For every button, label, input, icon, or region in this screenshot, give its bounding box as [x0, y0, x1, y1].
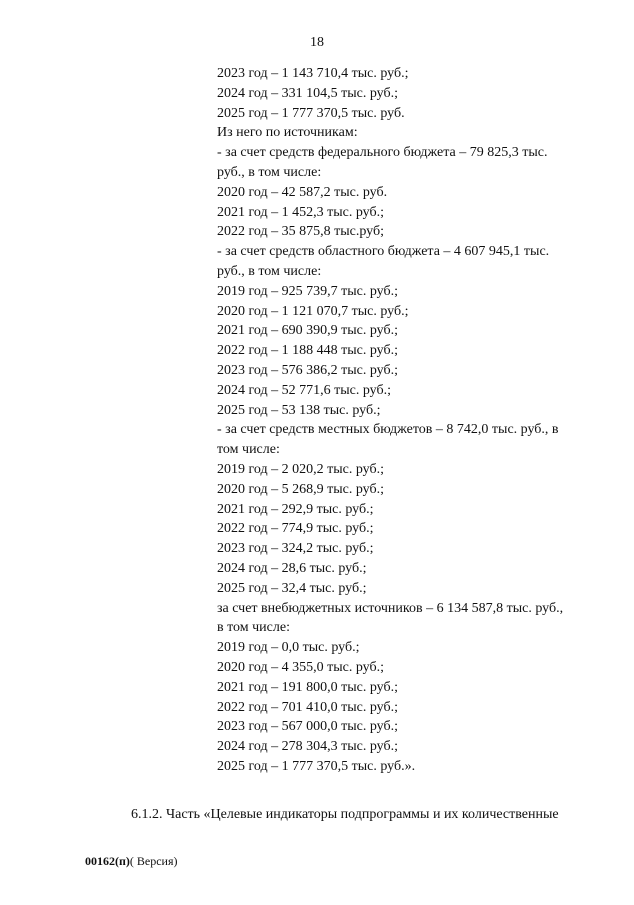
text-line: 2019 год – 925 739,7 тыс. руб.;: [217, 283, 398, 299]
text-line: 2020 год – 1 121 070,7 тыс. руб.;: [217, 303, 409, 319]
text-line: 2024 год – 28,6 тыс. руб.;: [217, 560, 367, 576]
text-line: 2021 год – 690 390,9 тыс. руб.;: [217, 323, 398, 339]
text-line: 2025 год – 1 777 370,5 тыс. руб.: [217, 105, 405, 121]
text-line: 2022 год – 701 410,0 тыс. руб.;: [217, 699, 398, 715]
text-line: 2020 год – 5 268,9 тыс. руб.;: [217, 481, 384, 497]
text-line: 2022 год – 35 875,8 тыс.руб;: [217, 224, 384, 240]
text-line: 2023 год – 324,2 тыс. руб.;: [217, 541, 374, 557]
document-version: ( Версия): [129, 854, 178, 868]
text-line: 2022 год – 1 188 448 тыс. руб.;: [217, 343, 398, 359]
section-heading: 6.1.2. Часть «Целевые индикаторы подпрограммы и их количественные: [131, 807, 559, 822]
document-footer: [85, 853, 178, 869]
text-line: 2023 год – 567 000,0 тыс. руб.;: [217, 719, 398, 735]
funding-text-block: [217, 64, 597, 777]
text-line: руб., в том числе:: [217, 164, 322, 180]
text-line: 2020 год – 42 587,2 тыс. руб.: [217, 184, 388, 200]
text-line: - за счет средств федерального бюджета – 79 825,3 тыс.: [217, 145, 548, 161]
text-line: 2019 год – 2 020,2 тыс. руб.;: [217, 461, 384, 477]
text-line: 2025 год – 32,4 тыс. руб.;: [217, 580, 367, 596]
text-line: 2021 год – 191 800,0 тыс. руб.;: [217, 679, 398, 695]
text-line: руб., в том числе:: [217, 263, 322, 279]
text-line: 2025 год – 53 138 тыс. руб.;: [217, 402, 381, 418]
text-line: - за счет средств областного бюджета – 4 607 945,1 тыс.: [217, 244, 550, 260]
text-line: 2020 год – 4 355,0 тыс. руб.;: [217, 659, 384, 675]
text-line: в том числе:: [217, 620, 290, 636]
text-line: 2024 год – 331 104,5 тыс. руб.;: [217, 85, 398, 101]
text-line: 2019 год – 0,0 тыс. руб.;: [217, 640, 360, 656]
text-line: 2024 год – 278 304,3 тыс. руб.;: [217, 739, 398, 755]
text-line: 2023 год – 576 386,2 тыс. руб.;: [217, 362, 398, 378]
text-line: 2022 год – 774,9 тыс. руб.;: [217, 521, 374, 537]
page-number: 18: [310, 35, 324, 50]
text-line: Из него по источникам:: [217, 125, 358, 141]
document-code: 00162(п): [85, 854, 130, 868]
text-line: том числе:: [217, 442, 280, 458]
text-line: 2021 год – 292,9 тыс. руб.;: [217, 501, 374, 517]
text-line: 2024 год – 52 771,6 тыс. руб.;: [217, 382, 391, 398]
text-line: 2025 год – 1 777 370,5 тыс. руб.».: [217, 758, 416, 774]
text-line: - за счет средств местных бюджетов – 8 742,0 тыс. руб., в: [217, 422, 559, 438]
text-line: 2023 год – 1 143 710,4 тыс. руб.;: [217, 66, 409, 81]
text-line: 2021 год – 1 452,3 тыс. руб.;: [217, 204, 384, 220]
text-line: за счет внебюджетных источников – 6 134 587,8 тыс. руб.,: [217, 600, 564, 616]
